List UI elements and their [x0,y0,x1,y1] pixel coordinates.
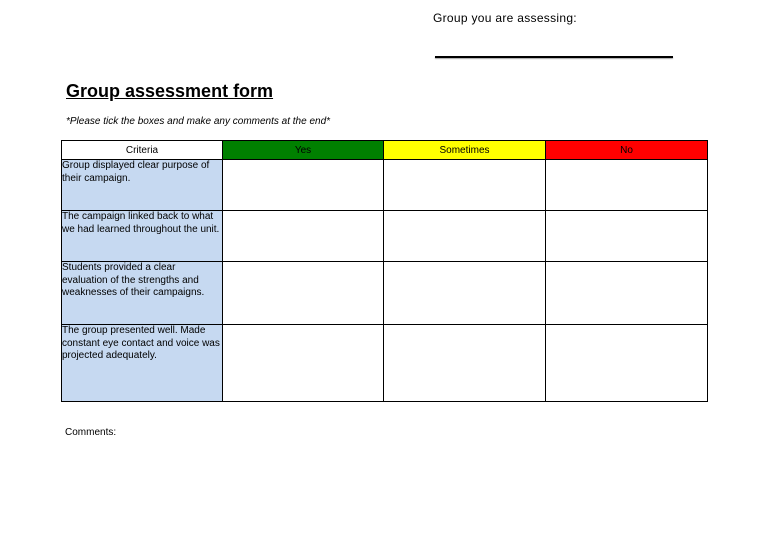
tick-box-sometimes[interactable] [384,211,546,262]
tick-box-no[interactable] [546,160,708,211]
table-row [62,325,708,402]
column-header-yes: Yes [223,141,384,160]
tick-box-yes[interactable] [223,325,384,402]
assessment-table [61,140,708,402]
criteria-cell: The group presented well. Made constant eye contact and voice was projected adequately. [62,325,223,402]
criteria-cell: Group displayed clear purpose of their campaign. [62,160,223,211]
criteria-cell: The campaign linked back to what we had learned throughout the unit. [62,211,223,262]
tick-box-no[interactable] [546,211,708,262]
tick-box-yes[interactable] [223,160,384,211]
form-instruction: *Please tick the boxes and make any comments at the end* [66,116,331,127]
column-header-criteria: Criteria [62,141,223,160]
tick-box-sometimes[interactable] [384,160,546,211]
column-header-sometimes: Sometimes [384,141,546,160]
column-header-no: No [546,141,708,160]
tick-box-no[interactable] [546,262,708,325]
group-name-blank-line[interactable] [435,56,673,58]
group-assessing-label: Group you are assessing: [433,11,577,25]
form-title: Group assessment form [66,81,274,101]
tick-box-no[interactable] [546,325,708,402]
tick-box-sometimes[interactable] [384,262,546,325]
table-row [62,211,708,262]
tick-box-yes[interactable] [223,262,384,325]
tick-box-sometimes[interactable] [384,325,546,402]
table-header-row [62,141,708,160]
table-row [62,160,708,211]
table-row [62,262,708,325]
tick-box-yes[interactable] [223,211,384,262]
criteria-cell: Students provided a clear evaluation of the strengths and weaknesses of their campaigns. [62,262,223,325]
comments-label: Comments: [65,427,117,438]
